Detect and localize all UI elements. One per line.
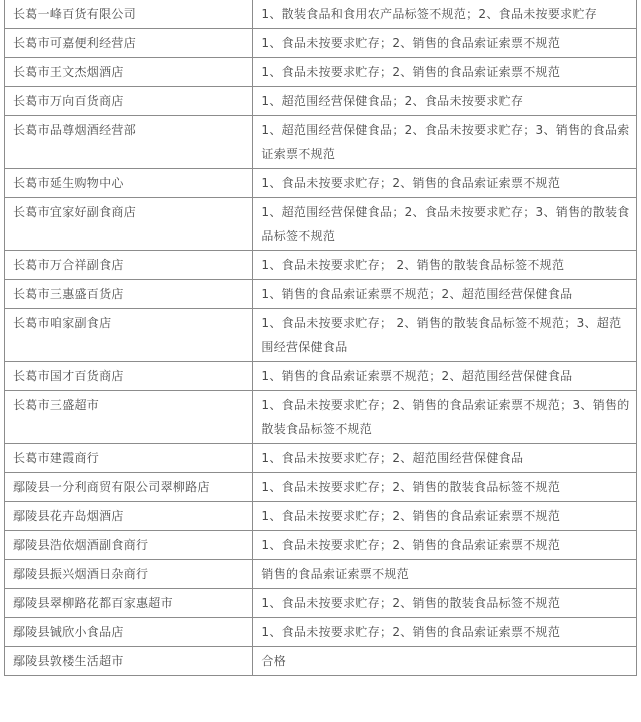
issue-cell: 1、散装食品和食用农产品标签不规范；2、食品未按要求贮存: [253, 0, 637, 29]
store-name-cell: 长葛市咱家副食店: [5, 309, 253, 362]
issue-cell: 1、食品未按要求贮存；2、销售的散装食品标签不规范: [253, 589, 637, 618]
store-name-cell: 长葛市万向百货商店: [5, 87, 253, 116]
store-name-cell: 长葛市延生购物中心: [5, 169, 253, 198]
table-row: [5, 531, 637, 560]
store-name-cell: 鄢陵县振兴烟酒日杂商行: [5, 560, 253, 589]
store-name-cell: 鄢陵县浩依烟酒副食商行: [5, 531, 253, 560]
table-row: [5, 444, 637, 473]
table-row: [5, 280, 637, 309]
store-name-cell: 鄢陵县铖欣小食品店: [5, 618, 253, 647]
store-name-cell: 长葛市万合祥副食店: [5, 251, 253, 280]
store-name-cell: 长葛市三惠盛百货店: [5, 280, 253, 309]
issue-cell: 1、食品未按要求贮存； 2、销售的散装食品标签不规范；3、超范围经营保健食品: [253, 309, 637, 362]
table-row: [5, 473, 637, 502]
table-row: [5, 502, 637, 531]
store-name-cell: 长葛市品尊烟酒经营部: [5, 116, 253, 169]
store-name-cell: 长葛市建霞商行: [5, 444, 253, 473]
issue-cell: 合格: [253, 647, 637, 676]
issue-cell: 1、超范围经营保健食品；2、食品未按要求贮存: [253, 87, 637, 116]
table-row: [5, 647, 637, 676]
issue-cell: 1、食品未按要求贮存；2、销售的食品索证索票不规范: [253, 502, 637, 531]
issue-cell: 1、销售的食品索证索票不规范；2、超范围经营保健食品: [253, 280, 637, 309]
issue-cell: 1、食品未按要求贮存；2、超范围经营保健食品: [253, 444, 637, 473]
issue-cell: 1、超范围经营保健食品；2、食品未按要求贮存；3、销售的散装食品标签不规范: [253, 198, 637, 251]
table-row: [5, 309, 637, 362]
table-row: [5, 116, 637, 169]
issue-cell: 1、超范围经营保健食品；2、食品未按要求贮存；3、销售的食品索证索票不规范: [253, 116, 637, 169]
inspection-table: [4, 0, 637, 676]
store-name-cell: 长葛市王文杰烟酒店: [5, 58, 253, 87]
store-name-cell: 鄢陵县敦楼生活超市: [5, 647, 253, 676]
issue-cell: 1、食品未按要求贮存；2、销售的食品索证索票不规范: [253, 169, 637, 198]
table-row: [5, 198, 637, 251]
table-row: [5, 87, 637, 116]
store-name-cell: 长葛市可嘉便利经营店: [5, 29, 253, 58]
issue-cell: 1、食品未按要求贮存；2、销售的食品索证索票不规范: [253, 618, 637, 647]
issue-cell: 1、食品未按要求贮存； 2、销售的散装食品标签不规范: [253, 251, 637, 280]
store-name-cell: 长葛一峰百货有限公司: [5, 0, 253, 29]
issue-cell: 1、食品未按要求贮存；2、销售的食品索证索票不规范；3、销售的散装食品标签不规范: [253, 391, 637, 444]
issue-cell: 1、食品未按要求贮存；2、销售的食品索证索票不规范: [253, 531, 637, 560]
store-name-cell: 鄢陵县一分利商贸有限公司翠柳路店: [5, 473, 253, 502]
store-name-cell: 长葛市国才百货商店: [5, 362, 253, 391]
store-name-cell: 鄢陵县花卉岛烟酒店: [5, 502, 253, 531]
store-name-cell: 长葛市宜家好副食商店: [5, 198, 253, 251]
issue-cell: 1、食品未按要求贮存；2、销售的散装食品标签不规范: [253, 473, 637, 502]
table-row: [5, 618, 637, 647]
issue-cell: 1、销售的食品索证索票不规范；2、超范围经营保健食品: [253, 362, 637, 391]
issue-cell: 1、食品未按要求贮存；2、销售的食品索证索票不规范: [253, 29, 637, 58]
store-name-cell: 长葛市三盛超市: [5, 391, 253, 444]
issue-cell: 1、食品未按要求贮存；2、销售的食品索证索票不规范: [253, 58, 637, 87]
table-row: [5, 560, 637, 589]
table-row: [5, 251, 637, 280]
table-row: [5, 391, 637, 444]
table-row: [5, 29, 637, 58]
table-row: [5, 0, 637, 29]
inspection-table-body: [5, 0, 637, 676]
table-row: [5, 169, 637, 198]
table-row: [5, 589, 637, 618]
table-row: [5, 58, 637, 87]
issue-cell: 销售的食品索证索票不规范: [253, 560, 637, 589]
store-name-cell: 鄢陵县翠柳路花都百家惠超市: [5, 589, 253, 618]
table-row: [5, 362, 637, 391]
